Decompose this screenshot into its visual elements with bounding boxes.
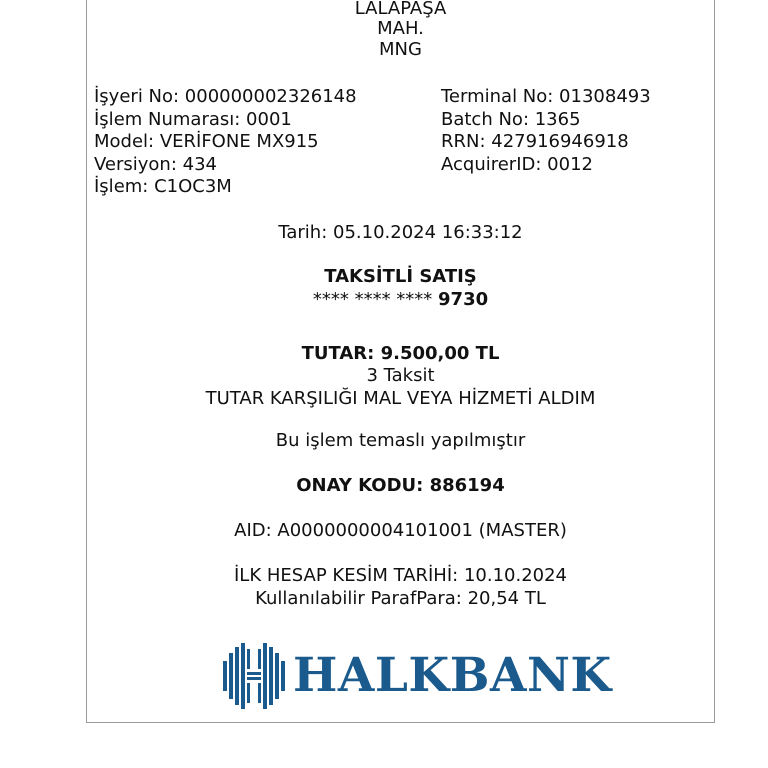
goods-acknowledgement: TUTAR KARŞILIĞI MAL VEYA HİZMETİ ALDIM [205, 388, 596, 409]
card-number [87, 289, 714, 311]
contact-payment-note: Bu işlem temaslı yapılmıştır [275, 430, 526, 451]
terminal-model: Model: VERİFONE MX915 [94, 131, 319, 152]
halkbank-logo [223, 641, 612, 711]
merchant-address-line-3: MNG [379, 39, 422, 60]
application-id: AID: A0000000004101001 (MASTER) [234, 520, 567, 541]
merchant-number: İşyeri No: 000000002326148 [94, 86, 357, 107]
first-statement-date: İLK HESAP KESİM TARİHİ: 10.10.2024 [234, 565, 567, 586]
acquirer-id: AcquirerID: 0012 [441, 154, 593, 175]
software-version: Versiyon: 434 [94, 154, 217, 175]
approval-code: ONAY KODU: 886194 [296, 475, 505, 496]
available-parafpara: Kullanılabilir ParafPara: 20,54 TL [255, 588, 546, 609]
transaction-amount: TUTAR: 9.500,00 TL [301, 343, 500, 364]
merchant-address-line-2: MAH. [377, 18, 424, 39]
merchant-address-line-1: LALAPAŞA [354, 0, 447, 19]
installment-count: 3 Taksit [366, 365, 435, 386]
bank-name: HALKBANK [293, 648, 612, 703]
receipt [86, 0, 715, 723]
terminal-number: Terminal No: 01308493 [441, 86, 651, 107]
batch-number: Batch No: 1365 [441, 109, 581, 130]
transaction-type: TAKSİTLİ SATIŞ [324, 266, 477, 287]
halkbank-emblem-icon [223, 641, 285, 711]
transaction-code: İşlem: C1OC3M [94, 176, 232, 197]
card-mask: **** **** **** [312, 289, 433, 310]
card-last4: 9730 [438, 289, 489, 310]
rrn: RRN: 427916946918 [441, 131, 629, 152]
transaction-date: Tarih: 05.10.2024 16:33:12 [278, 222, 523, 243]
transaction-number: İşlem Numarası: 0001 [94, 109, 292, 130]
